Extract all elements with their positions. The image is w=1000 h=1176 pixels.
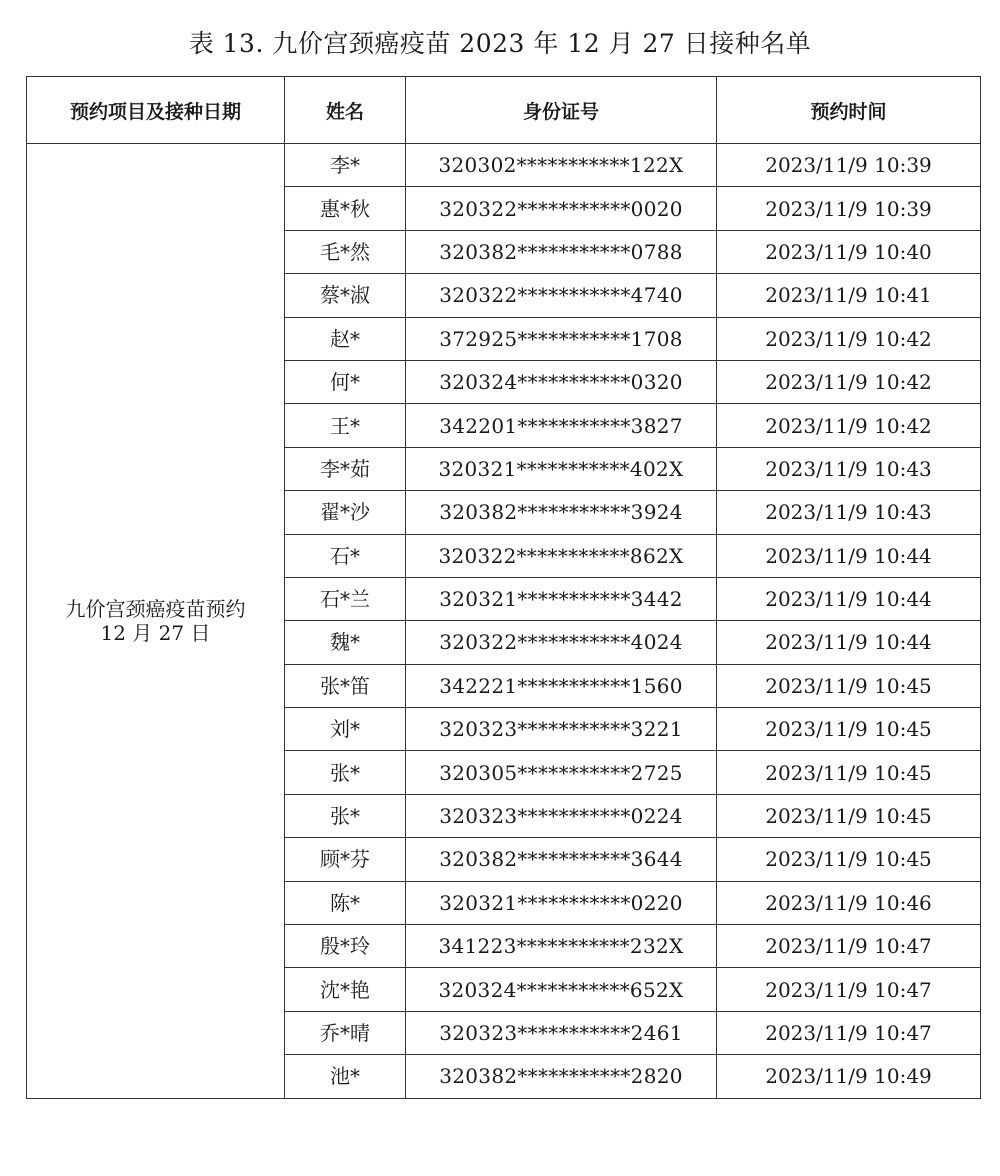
table-header-row [27, 77, 981, 144]
id-number: 341223***********232X [406, 925, 717, 968]
person-name: 张* [285, 794, 406, 837]
id-number: 320322***********4024 [406, 621, 717, 664]
person-name: 池* [285, 1055, 406, 1098]
header-appointment-time: 预约时间 [717, 77, 981, 144]
id-number: 320321***********0220 [406, 881, 717, 924]
appointment-time: 2023/11/9 10:43 [717, 447, 981, 490]
id-number: 320305***********2725 [406, 751, 717, 794]
person-name: 赵* [285, 317, 406, 360]
person-name: 惠*秋 [285, 187, 406, 230]
project-date-cell [27, 144, 285, 1099]
id-number: 320321***********3442 [406, 577, 717, 620]
appointment-time: 2023/11/9 10:42 [717, 404, 981, 447]
vaccination-schedule-table [26, 76, 981, 1099]
person-name: 张*笛 [285, 664, 406, 707]
person-name: 李*茹 [285, 447, 406, 490]
id-number: 320323***********0224 [406, 794, 717, 837]
appointment-time: 2023/11/9 10:44 [717, 577, 981, 620]
appointment-time: 2023/11/9 10:42 [717, 317, 981, 360]
id-number: 320324***********652X [406, 968, 717, 1011]
id-number: 342201***********3827 [406, 404, 717, 447]
id-number: 320323***********3221 [406, 708, 717, 751]
id-number: 320382***********3644 [406, 838, 717, 881]
appointment-time: 2023/11/9 10:49 [717, 1055, 981, 1098]
appointment-time: 2023/11/9 10:39 [717, 187, 981, 230]
id-number: 320382***********0788 [406, 230, 717, 273]
appointment-time: 2023/11/9 10:44 [717, 534, 981, 577]
id-number: 320382***********2820 [406, 1055, 717, 1098]
person-name: 张* [285, 751, 406, 794]
person-name: 蔡*淑 [285, 274, 406, 317]
header-project-date: 预约项目及接种日期 [27, 77, 285, 144]
appointment-time: 2023/11/9 10:45 [717, 664, 981, 707]
id-number: 342221***********1560 [406, 664, 717, 707]
appointment-time: 2023/11/9 10:45 [717, 838, 981, 881]
table-row [27, 144, 981, 187]
appointment-time: 2023/11/9 10:42 [717, 360, 981, 403]
person-name: 石*兰 [285, 577, 406, 620]
appointment-time: 2023/11/9 10:45 [717, 708, 981, 751]
person-name: 顾*芬 [285, 838, 406, 881]
person-name: 陈* [285, 881, 406, 924]
appointment-time: 2023/11/9 10:44 [717, 621, 981, 664]
person-name: 乔*晴 [285, 1011, 406, 1054]
document-title: 表 13. 九价宫颈癌疫苗 2023 年 12 月 27 日接种名单 [188, 29, 812, 58]
appointment-time: 2023/11/9 10:47 [717, 1011, 981, 1054]
person-name: 李* [285, 144, 406, 187]
header-id-number: 身份证号 [406, 77, 717, 144]
appointment-time: 2023/11/9 10:39 [717, 144, 981, 187]
appointment-time: 2023/11/9 10:45 [717, 794, 981, 837]
person-name: 翟*沙 [285, 491, 406, 534]
appointment-time: 2023/11/9 10:47 [717, 925, 981, 968]
person-name: 沈*艳 [285, 968, 406, 1011]
person-name: 魏* [285, 621, 406, 664]
project-name: 九价宫颈癌疫苗预约 [65, 596, 246, 621]
person-name: 石* [285, 534, 406, 577]
id-number: 320323***********2461 [406, 1011, 717, 1054]
appointment-time: 2023/11/9 10:45 [717, 751, 981, 794]
person-name: 殷*玲 [285, 925, 406, 968]
id-number: 320321***********402X [406, 447, 717, 490]
appointment-time: 2023/11/9 10:40 [717, 230, 981, 273]
appointment-time: 2023/11/9 10:46 [717, 881, 981, 924]
id-number: 320324***********0320 [406, 360, 717, 403]
table-body [27, 144, 981, 1099]
id-number: 320322***********0020 [406, 187, 717, 230]
header-name: 姓名 [285, 77, 406, 144]
appointment-time: 2023/11/9 10:41 [717, 274, 981, 317]
id-number: 320382***********3924 [406, 491, 717, 534]
person-name: 毛*然 [285, 230, 406, 273]
person-name: 王* [285, 404, 406, 447]
id-number: 372925***********1708 [406, 317, 717, 360]
vaccination-date: 12 月 27 日 [100, 620, 211, 645]
person-name: 刘* [285, 708, 406, 751]
id-number: 320322***********4740 [406, 274, 717, 317]
appointment-time: 2023/11/9 10:47 [717, 968, 981, 1011]
person-name: 何* [285, 360, 406, 403]
id-number: 320322***********862X [406, 534, 717, 577]
appointment-time: 2023/11/9 10:43 [717, 491, 981, 534]
id-number: 320302***********122X [406, 144, 717, 187]
